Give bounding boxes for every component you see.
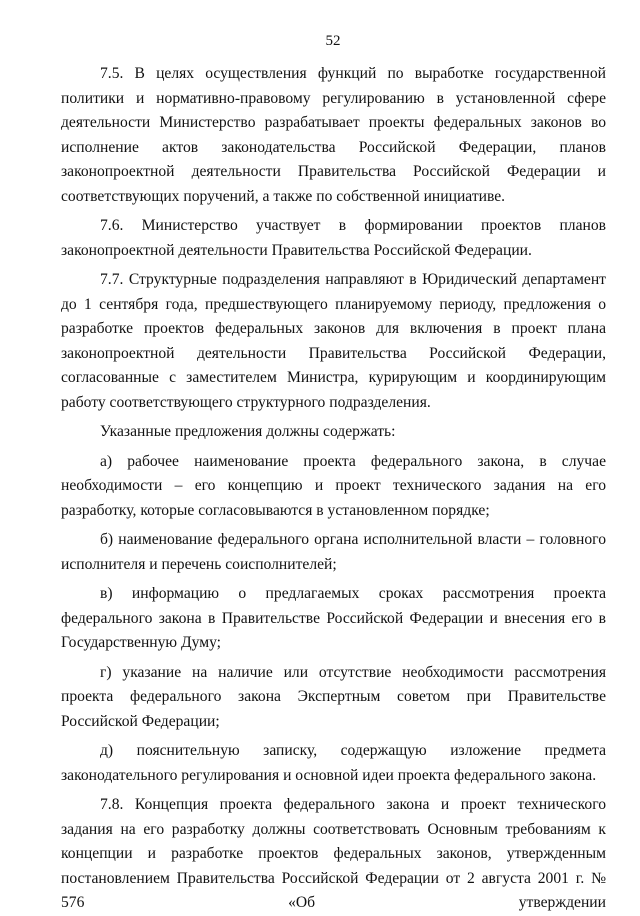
paragraph-7-6: 7.6. Министерство участвует в формировании проектов планов законопроектной деятельности Правительства Российской Федерации. [61, 217, 606, 259]
list-item-g: г) указание на наличие или отсутствие необходимости рассмотрения проекта федерального закона Экспертным советом при Правительстве Российской Федерации; [61, 663, 606, 730]
list-item-v: в) информацию о предлагаемых сроках рассмотрения проекта федерального закона в Правительстве Российской Федерации и внесения его в Государственную Думу; [61, 585, 606, 651]
paragraph-proposals-intro: Указанные предложения должны содержать: [100, 423, 396, 440]
document-body [61, 62, 606, 916]
paragraph-7-7: 7.7. Структурные подразделения направляют в Юридический департамент до 1 сентября года, предшествующего планируемому периоду, предложения о разработке проектов федеральных законов для включения в проект плана законопроектной деятельности Правительства Российской Федерации, согласованные с заместителем Министра, курирующим и координирующим работу соответствующего структурного подразделения. [61, 271, 606, 411]
page-number: 52 [325, 33, 341, 49]
list-item-a: а) рабочее наименование проекта федерального закона, в случае необходимости – его концепцию и проект технического задания на его разработку, которые согласовываются в установленном порядке; [61, 452, 606, 519]
paragraph-7-5: 7.5. В целях осуществления функций по выработке государственной политики и нормативно-правовому регулированию в установленной сфере деятельности Министерство разрабатывает проекты федеральных законов во исполнение актов законодательства Российской Федерации, планов законопроектной деятельности Правительства Российской Федерации и соответствующих поручений, а также по собственной инициативе. [61, 65, 606, 205]
list-item-d: д) пояснительную записку, содержащую изложение предмета законодательного регулирования и основной идеи проекта федерального закона. [61, 742, 606, 784]
list-item-b: б) наименование федерального органа исполнительной власти – головного исполнителя и перечень соисполнителей; [61, 531, 606, 573]
paragraph-7-8: 7.8. Концепция проекта федерального закона и проект технического задания на его разработку должны соответствовать Основным требованиям к концепции и разработке проектов федеральных законов, утвержденным постановлением Правительства Российской Федерации от 2 августа 2001 г. № 576 «Об утверждении [61, 796, 606, 911]
